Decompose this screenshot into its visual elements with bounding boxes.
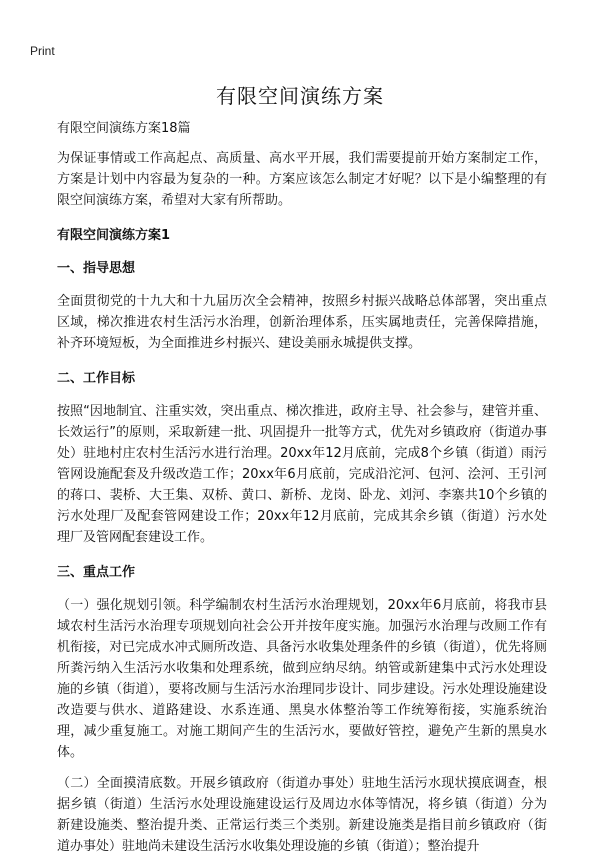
print-link[interactable]: Print (30, 44, 55, 58)
document-body (57, 118, 547, 867)
section-paragraph: 全面贯彻党的十九大和十九届历次全会精神，按照乡村振兴战略总体部署，突出重点区域，梯次推进农村生活污水治理，创新治理体系，压实属地责任，完善保障措施，补齐环境短板，为全面推进乡村振兴、建设美丽永城提供支撑。 (57, 294, 547, 351)
section-paragraph: （一）强化规划引领。科学编制农村生活污水治理规划，20xx年6月底前，将我市县域农村生活污水治理专项规划向社会公开并按年度实施。加强污水治理与改厕工作有机衔接，对已完成水冲式厕所改造、具备污水收集处理条件的乡镇（街道），优先将厕所粪污纳入生活污水收集和处理系统，做到应纳尽纳。纳管或新建集中式污水处理设施的乡镇（街道），要将改厕与生活污水治理同步设计、同步建设。污水处理设施建设改造要与供水、道路建设、水系连通、黑臭水体整治等工作统筹衔接，实施系统治理，减少重复施工。对施工期间产生的生活污水，要做好管控，避免产生新的黑臭水体。 (57, 598, 547, 760)
section-paragraph: （二）全面摸清底数。开展乡镇政府（街道办事处）驻地生活污水现状摸底调查，根据乡镇（街道）生活污水处理设施建设运行及周边水体等情况，将乡镇（街道）分为新建设施类、整治提升类、正常运行类三个类别。新建设施类是指目前乡镇政府（街道办事处）驻地尚未建设生活污水收集处理设施的乡镇（街道）；整治提升 (57, 776, 547, 854)
section-heading-work-goals: 二、工作目标 (57, 371, 136, 386)
document-title: 有限空间演练方案 (216, 84, 384, 108)
section-heading-guiding-ideology: 一、指导思想 (57, 261, 136, 276)
document-subtitle: 有限空间演练方案18篇 (57, 121, 191, 136)
plan-heading: 有限空间演练方案1 (57, 228, 171, 243)
section-paragraph: 按照“因地制宜、注重实效，突出重点、梯次推进，政府主导、社会参与，建管并重、长效运行”的原则，采取新建一批、巩固提升一批等方式，优先对乡镇政府（街道办事处）驻地村庄农村生活污水进行治理。20xx年12月底前，完成8个乡镇（街道）雨污管网设施配套及升级改造工作；20xx年6月底前，完成沿沱河、包河、浍河、王引河的蒋口、裴桥、大王集、双桥、黄口、新桥、龙岗、卧龙、刘河、李寨共10个乡镇的污水处理厂及配套管网建设工作；20xx年12月底前，完成其余乡镇（街道）污水处理厂及管网配套建设工作。 (57, 404, 547, 545)
intro-paragraph: 为保证事情或工作高起点、高质量、高水平开展，我们需要提前开始方案制定工作，方案是计划中内容最为复杂的一种。方案应该怎么制定才好呢？以下是小编整理的有限空间演练方案，希望对大家有所帮助。 (57, 151, 547, 208)
section-heading-key-work: 三、重点工作 (57, 565, 136, 580)
